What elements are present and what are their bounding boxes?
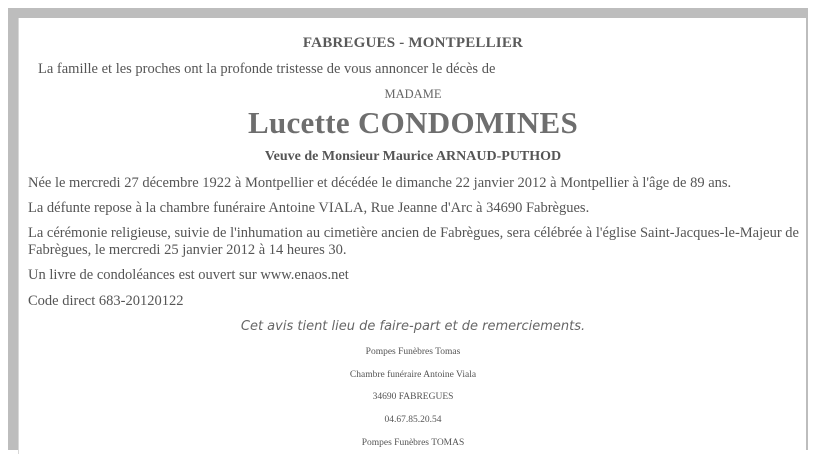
footer-line: Pompes Funèbres TOMAS xyxy=(361,438,465,448)
condolences-paragraph: Un livre de condoléances est ouvert sur www.enaos.net xyxy=(28,267,349,283)
footer-line: Chambre funéraire Antoine Viala xyxy=(349,370,477,380)
civility: MADAME xyxy=(384,87,442,101)
footer-line: 04.67.85.20.54 xyxy=(384,415,442,425)
repose-paragraph: La défunte repose à la chambre funéraire Antoine VIALA, Rue Jeanne d'Arc à 34690 Fabrègues. xyxy=(28,200,590,216)
footer-line: 34690 FABREGUES xyxy=(372,392,454,402)
ceremony-paragraph: La cérémonie religieuse, suivie de l'inhumation au cimetière ancien de Fabrègues, sera célébrée à l'église Saint-Jacques-le-Majeur de Fabrègues, le mercredi 25 janvier 2012 à 14 heures 30. xyxy=(28,225,799,258)
direct-code-paragraph: Code direct 683-20120122 xyxy=(28,293,184,309)
notice-frame xyxy=(8,8,808,450)
widow-of: Veuve de Monsieur Maurice ARNAUD-PUTHOD xyxy=(264,149,562,164)
intro-text: La famille et les proches ont la profonde tristesse de vous annoncer le décès de xyxy=(38,61,496,77)
deceased-name: Lucette CONDOMINES xyxy=(247,105,578,140)
closing-note: Cet avis tient lieu de faire-part et de remerciements. xyxy=(240,319,586,334)
location-heading: FABREGUES - MONTPELLIER xyxy=(302,35,524,51)
footer-line: Pompes Funèbres Tomas xyxy=(365,347,461,357)
notice-page xyxy=(18,18,806,454)
birth-death-paragraph: Née le mercredi 27 décembre 1922 à Montpellier et décédée le dimanche 22 janvier 2012 à Montpellier à l'âge de 89 ans. xyxy=(28,175,732,191)
